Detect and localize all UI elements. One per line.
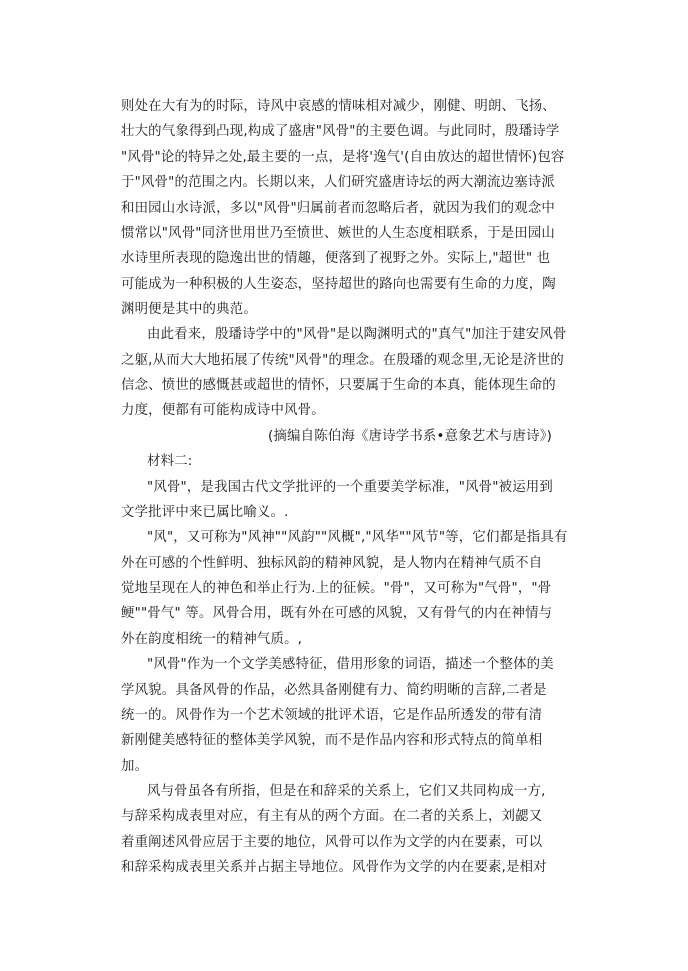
section-heading: 材料二:	[147, 454, 193, 469]
text-line: 则处在大有为的时际，诗风中哀感的情味相对减少，刚健、明朗、飞扬、	[121, 99, 556, 114]
text-line: 外在韵度相统一的精神气质。,	[121, 632, 303, 647]
text-line: 学风貌。具备风骨的作品，必然具备刚健有力、简约明晰的言辞,二者是	[121, 683, 547, 698]
text-line: 渊明便是其中的典范。	[121, 302, 257, 317]
paragraph-start-line: "风骨"作为一个文学美感特征，借用形象的词语，描述一个整体的美	[147, 657, 554, 672]
text-line: 信念、愤世的感慨甚或超世的情怀，只要属于生命的本真，能体现生命的	[121, 378, 556, 393]
text-line: 力度，便都有可能构成诗中风骨。	[121, 403, 325, 418]
text-line: 鲠""骨气" 等。风骨合用，既有外在可感的风貌，又有骨气的内在神情与	[121, 606, 553, 621]
text-line: 可能成为一种积极的人生姿态，坚持超世的路向也需要有生命的力度，陶	[121, 277, 556, 292]
paragraph-start-line: 由此看来，殷璠诗学中的"风骨"是以陶渊明式的"真气"加注于建安风骨	[147, 327, 567, 342]
text-line: 加。	[121, 759, 149, 774]
text-line: 外在可感的个性鲜明、独标风韵的精神风貌，是人物内在精神气质不自	[121, 556, 543, 571]
text-line: 壮大的气象得到凸现,构成了盛唐"风骨"的主要色调。与此同时，殷璠诗学	[121, 124, 560, 139]
paragraph-start-line: 风与骨虽各有所指，但是在和辞采的关系上，它们又共同构成一方,	[147, 784, 546, 799]
text-line: 文学批评中来已属比喻义。.	[121, 505, 289, 520]
text-line: 觉地呈现在人的神色和举止行为.上的征候。"骨"，又可称为"气骨"，"骨	[121, 581, 552, 596]
paragraph-start-line: "风"，又可称为"风神""风韵""风概","风华""风节"等，它们都是指具有	[147, 530, 568, 545]
text-line: 着重阐述风骨应居于主要的地位，风骨可以作为文学的内在要素，可以	[121, 835, 543, 850]
text-line: 和辞采构成表里关系并占据主导地位。风骨作为文学的内在要素,是相对	[121, 860, 547, 875]
text-line: 和田园山水诗派，多以"风骨"归属前者而忽略后者，就因为我们的观念中	[121, 201, 556, 216]
text-line: 于"风骨"的范围之内。长期以来，人们研究盛唐诗坛的两大潮流边塞诗派	[121, 175, 556, 190]
text-line: 新刚健美感特征的整体美学风貌，而不是作品内容和形式特点的简单相	[121, 733, 543, 748]
source-citation: (摘编自陈伯海《唐诗学书系•意象艺术与唐诗》)	[268, 429, 553, 444]
text-line: "风骨"论的特异之处,最主要的一点，是将'逸气'(自由放达的超世情怀)包容	[121, 150, 565, 165]
paragraph-start-line: "风骨"，是我国古代文学批评的一个重要美学标准，"风骨"被运用到	[147, 480, 553, 495]
text-line: 之躯,从而大大地拓展了传统"风骨"的理念。在殷璠的观念里,无论是济世的	[121, 353, 564, 368]
text-line: 水诗里所表现的隐逸出世的情趣，便落到了视野之外。实际上,"超世" 也	[121, 251, 551, 266]
text-line: 统一的。风骨作为一个艺术领域的批评术语，它是作品所透发的带有清	[121, 708, 543, 723]
text-line: 与辞采构成表里对应，有主有从的两个方面。在二者的关系上，刘勰又	[121, 809, 543, 824]
text-line: 惯常以"风骨"同济世用世乃至愤世、嫉世的人生态度相联系，于是田园山	[121, 226, 556, 241]
